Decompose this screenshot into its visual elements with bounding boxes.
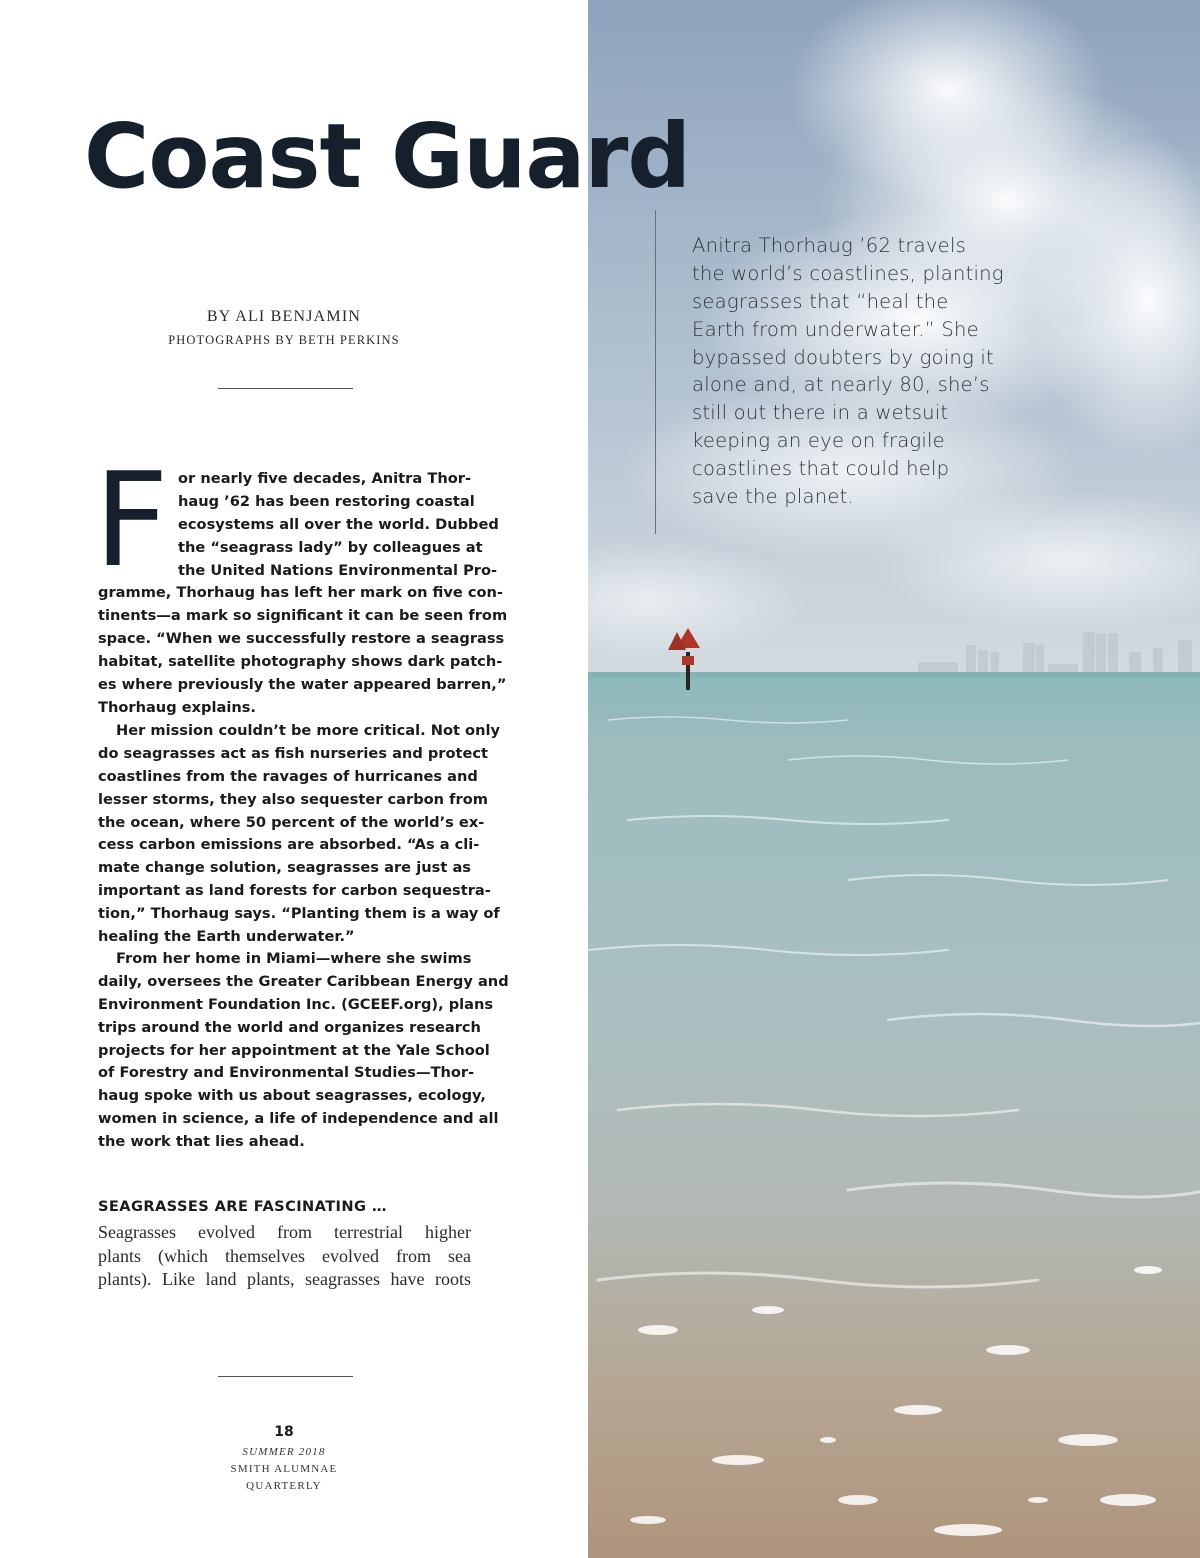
pull-quote-line: bypassed doubters by going it — [692, 345, 994, 369]
drop-cap: F — [94, 444, 169, 596]
body-line: ecosystems all over the world. Dubbed — [178, 515, 499, 533]
body-line: tion,” Thorhaug says. “Planting them is a way of — [98, 905, 500, 923]
body-line: Environment Foundation Inc. (GCEEF.org), plans — [98, 995, 494, 1013]
body-paragraph-3 — [98, 948, 509, 1154]
publication-name-line-2: QUARTERLY — [246, 1480, 322, 1492]
body-line: healing the Earth underwater.” — [98, 928, 355, 946]
pull-quote-line: alone and, at nearly 80, she’s — [692, 373, 990, 397]
body-line: Her mission couldn’t be more critical. Not only — [116, 722, 500, 739]
body-line: of Forestry and Environmental Studies—Thor- — [98, 1064, 475, 1082]
body-line: gramme, Thorhaug has left her mark on five con- — [98, 584, 503, 602]
body-line: important as land forests for carbon sequestra- — [98, 882, 491, 900]
section-line: Seagrasses evolved from terrestrial higher — [98, 1222, 471, 1242]
page-number: 18 — [274, 1424, 294, 1440]
pull-quote-line: seagrasses that “heal the — [692, 289, 949, 313]
body-line: daily, oversees the Greater Caribbean Energy and — [98, 972, 509, 990]
body-line: From her home in Miami—where she swims — [116, 950, 472, 967]
body-line: trips around the world and organizes research — [98, 1018, 481, 1036]
publication-name: SMITH ALUMNAE — [230, 1463, 338, 1475]
body-line: haug spoke with us about seagrasses, ecology, — [98, 1087, 486, 1105]
body-line: mate change solution, seagrasses are just as — [98, 859, 471, 877]
body-line: lesser storms, they also sequester carbon from — [98, 790, 488, 808]
pull-quote-line: save the planet. — [692, 485, 854, 509]
pull-quote-rule — [655, 210, 656, 534]
pull-quote-line: Anitra Thorhaug ’62 travels — [692, 234, 966, 257]
byline-author: BY ALI BENJAMIN — [206, 308, 362, 325]
body-line: space. “When we successfully restore a seagrass — [98, 630, 505, 648]
body-line: or nearly five decades, Anitra Thor- — [178, 470, 471, 487]
body-line: the ocean, where 50 percent of the world’s ex- — [98, 813, 485, 831]
section-line: plants). Like land plants, seagrasses have roots — [98, 1269, 471, 1289]
body-line: tinents—a mark so significant it can be seen from — [98, 607, 508, 625]
byline-photographer: PHOTOGRAPHS BY BETH PERKINS — [168, 333, 400, 347]
pull-quote — [692, 232, 1022, 511]
pull-quote-line: still out there in a wetsuit — [692, 401, 949, 425]
body-line: es where previously the water appeared barren,” — [98, 676, 507, 694]
pull-quote-line: keeping an eye on fragile — [692, 429, 945, 453]
section-line: plants (which themselves evolved from sea — [98, 1245, 471, 1266]
pull-quote-line: coastlines that could help — [692, 457, 950, 481]
article-title: Coast Guard — [84, 104, 691, 208]
body-line: cess carbon emissions are absorbed. “As a cli- — [98, 836, 480, 854]
body-line: the “seagrass lady” by colleagues at — [178, 538, 483, 556]
body-line: projects for her appointment at the Yale School — [98, 1041, 490, 1059]
issue-date: SUMMER 2018 — [242, 1446, 326, 1458]
divider-top — [218, 388, 353, 389]
body-paragraph-2 — [98, 720, 500, 949]
body-line: habitat, satellite photography shows dark patch- — [98, 653, 503, 671]
pull-quote-line: Earth from underwater.” She — [692, 317, 979, 341]
divider-bottom — [218, 1376, 353, 1377]
section-body — [98, 1221, 471, 1292]
body-line: coastlines from the ravages of hurricanes and — [98, 767, 478, 785]
body-line: women in science, a life of independence and all — [98, 1110, 499, 1128]
pull-quote-line: the world’s coastlines, planting — [692, 261, 1004, 285]
body-line: haug ’62 has been restoring coastal — [178, 492, 475, 510]
body-line: the work that lies ahead. — [98, 1133, 305, 1151]
body-line: do seagrasses act as fish nurseries and protect — [98, 744, 489, 762]
body-line: Thorhaug explains. — [98, 698, 256, 716]
section-heading: SEAGRASSES ARE FASCINATING … — [98, 1198, 387, 1215]
body-line: the United Nations Environmental Pro- — [178, 561, 498, 579]
